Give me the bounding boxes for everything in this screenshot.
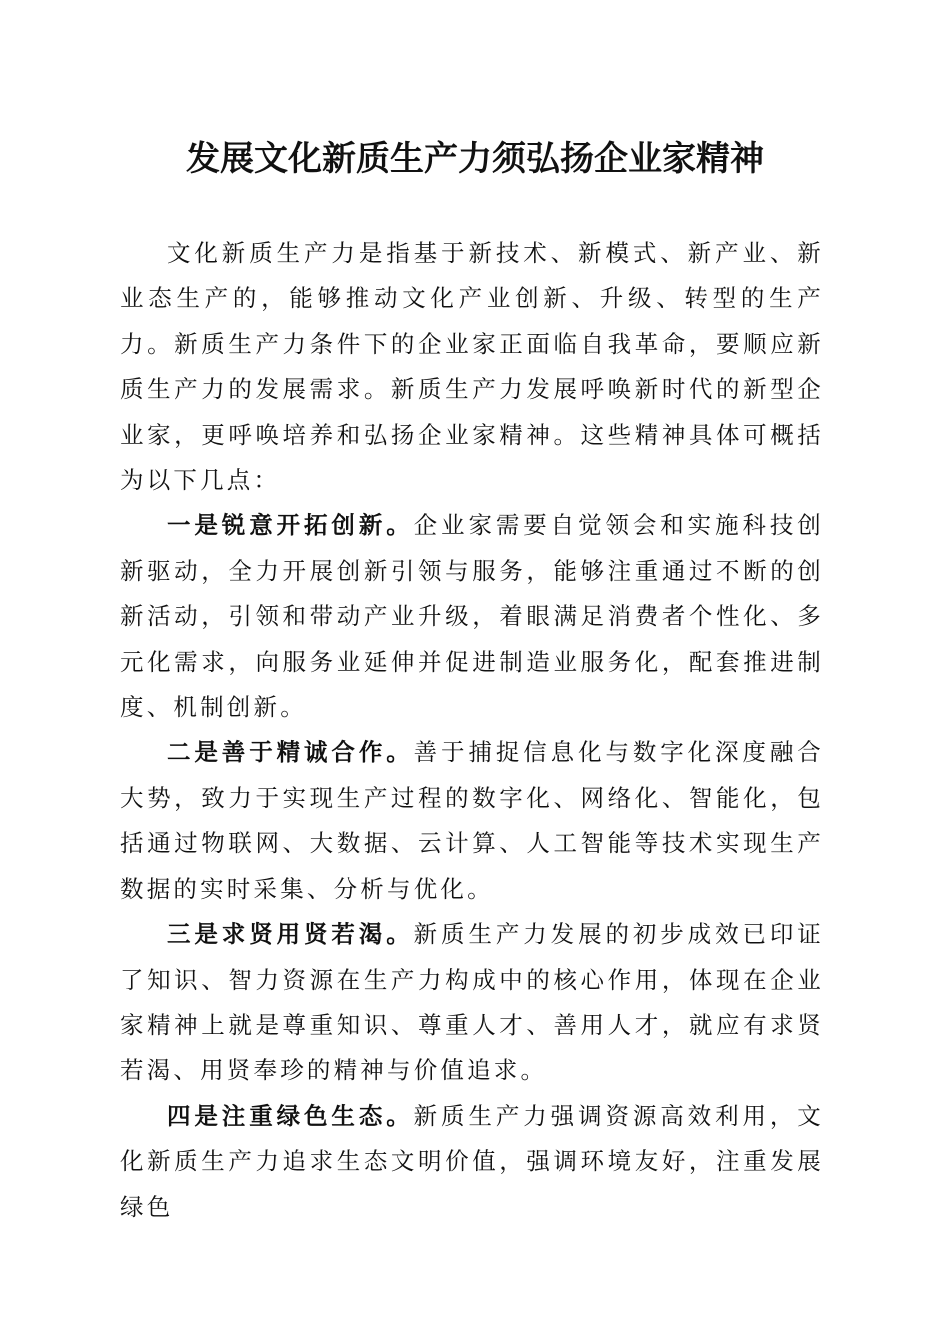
paragraph-intro <box>120 231 824 503</box>
paragraph-text: 企业家需要自觉领会和实施科技创新驱动，全力开展创新引领与服务，能够注重通过不断的创新活动，引领和带动产业升级，着眼满足消费者个性化、多元化需求，向服务业延伸并促进制造业服务化，配套推进制度、机制创新。 <box>120 511 824 722</box>
paragraph-text: 文化新质生产力是指基于新技术、新模式、新产业、新业态生产的，能够推动文化产业创新、升级、转型的生产力。新质生产力条件下的企业家正面临自我革命，要顺应新质生产力的发展需求。新质生产力发展呼唤新时代的新型企业家，更呼唤培养和弘扬企业家精神。这些精神具体可概括为以下几点： <box>120 239 824 495</box>
paragraph-lead: 二是善于精诚合作。 <box>167 738 414 767</box>
paragraph-text: 新质生产力强调资源高效利用，文化新质生产力追求生态文明价值，强调环境友好，注重发展绿色 <box>120 1101 824 1221</box>
paragraph-lead: 四是注重绿色生态。 <box>167 1101 414 1130</box>
paragraph-point-2 <box>120 730 824 912</box>
paragraph-lead: 三是求贤用贤若渴。 <box>167 920 414 949</box>
paragraph-point-3 <box>120 912 824 1094</box>
paragraph-point-4 <box>120 1094 824 1230</box>
paragraph-text: 善于捕捉信息化与数字化深度融合大势，致力于实现生产过程的数字化、网络化、智能化，包括通过物联网、大数据、云计算、人工智能等技术实现生产数据的实时采集、分析与优化。 <box>120 738 824 903</box>
paragraph-text: 新质生产力发展的初步成效已印证了知识、智力资源在生产力构成中的核心作用，体现在企业家精神上就是尊重知识、尊重人才、善用人才，就应有求贤若渴、用贤奉珍的精神与价值追求。 <box>120 920 824 1085</box>
document-body <box>120 231 824 1230</box>
document-title: 发展文化新质生产力须弘扬企业家精神 <box>186 139 764 179</box>
paragraph-lead: 一是锐意开拓创新。 <box>167 511 414 540</box>
paragraph-point-1 <box>120 503 824 730</box>
